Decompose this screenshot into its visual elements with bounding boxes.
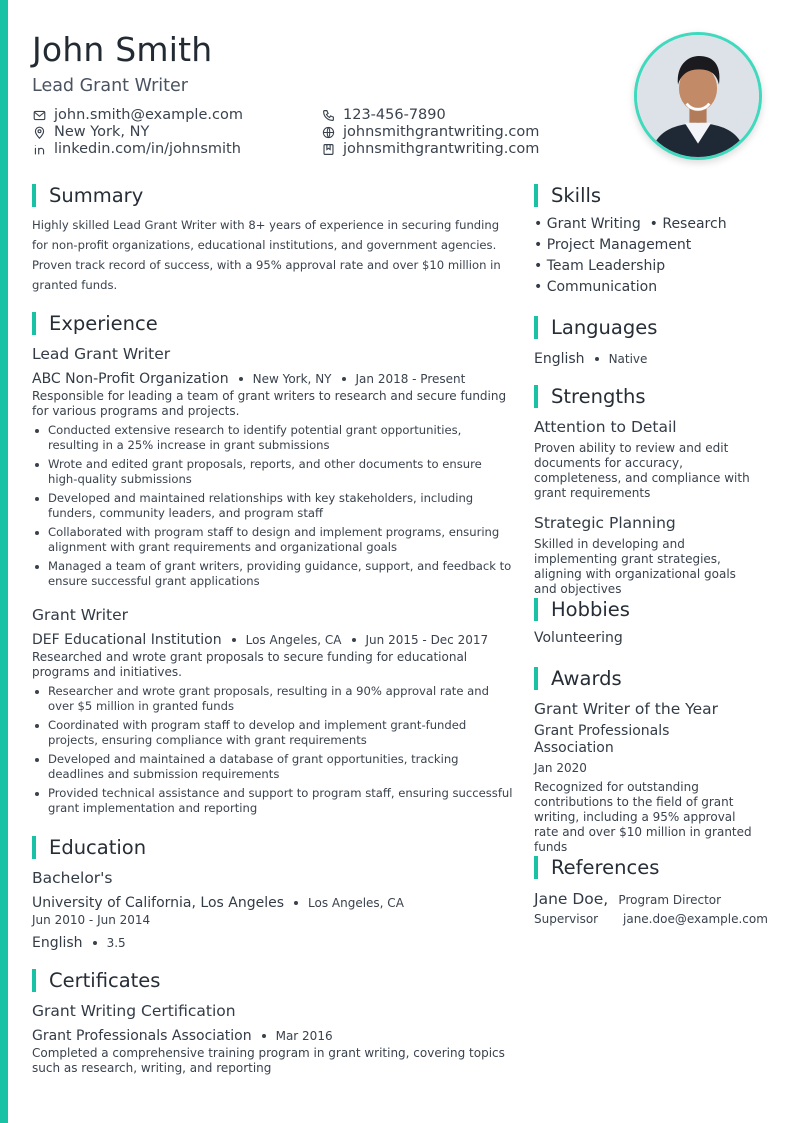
skill-bullet: •: [534, 258, 547, 274]
list-item: Collaborated with program staff to design and implement programs, ensuring alignment with grant requirements and organizational goals: [32, 525, 514, 555]
section-title: Skills: [551, 184, 602, 207]
section-title: Experience: [49, 312, 158, 335]
section-certificates: [32, 969, 160, 992]
skill-row: [534, 258, 665, 274]
job-org: DEF Educational Institution: [32, 632, 222, 648]
job-dates: Jan 2018 - Present: [355, 372, 466, 386]
summary-line: for non-profit organizations, educational institutions, and government agencies.: [32, 238, 497, 252]
education-school: University of California, Los Angeles: [32, 895, 285, 911]
section-hobbies: [534, 598, 630, 621]
strength-desc: Proven ability to review and edit documents for accuracy, completeness, and compliance with grant requirements: [534, 441, 750, 500]
education-location: Los Angeles, CA: [308, 896, 404, 910]
globe-icon: [321, 126, 335, 140]
job-description: Researched and wrote grant proposals to secure funding for educational programs and initiatives.: [32, 650, 468, 679]
job-bullets: [32, 423, 514, 593]
education-dates: Jun 2010 - Jun 2014: [32, 913, 151, 927]
job-meta: [32, 629, 488, 648]
job-location: New York, NY: [252, 372, 332, 386]
section-summary: [32, 184, 143, 207]
skill-item: Team Leadership: [546, 258, 666, 274]
skill-bullet: •: [534, 279, 547, 295]
bookmark-icon: [321, 143, 335, 157]
skill-row: [534, 216, 727, 232]
strength-title: Strategic Planning: [534, 514, 676, 532]
section-title: Certificates: [49, 969, 161, 992]
section-marker: [534, 184, 538, 207]
education-field-row: [32, 932, 126, 951]
skill-bullet: •: [534, 237, 547, 253]
section-strengths: [534, 385, 646, 408]
language-row: [534, 348, 647, 367]
list-item: Conducted extensive research to identify potential grant opportunities, resulting in a 25% increase in grant submissions: [32, 423, 514, 453]
job-title: Lead Grant Writer: [32, 345, 171, 363]
contact-location: New York, NY: [32, 124, 243, 141]
reference-row: [534, 889, 721, 908]
profile-photo: [634, 32, 762, 160]
award-title: Grant Writer of the Year: [534, 700, 718, 718]
section-languages: [534, 316, 657, 339]
separator-dot: [262, 1034, 266, 1038]
separator-dot: [342, 377, 346, 381]
section-marker: [534, 667, 538, 690]
skill-item: Research: [662, 216, 727, 232]
contact-website[interactable]: johnsmithgrantwriting.com: [321, 124, 539, 141]
award-issuer: Grant Professionals Association: [534, 723, 670, 756]
list-item: Researcher and wrote grant proposals, resulting in a 90% approval rate and over $5 million in granted funds: [32, 684, 514, 714]
section-title: References: [551, 856, 660, 879]
list-item: Provided technical assistance and support to program staff, ensuring successful grant implementation and reporting: [32, 786, 514, 816]
section-title: Strengths: [551, 385, 646, 408]
section-marker: [534, 598, 538, 621]
skill-bullet: •: [649, 216, 663, 232]
education-field: English: [32, 935, 83, 951]
language-name: English: [534, 351, 585, 367]
section-marker: [534, 856, 538, 879]
education-gpa: 3.5: [106, 936, 126, 950]
skill-item: Communication: [546, 279, 658, 295]
contact-linkedin[interactable]: linkedin.com/in/johnsmith: [32, 141, 243, 158]
separator-dot: [93, 941, 97, 945]
envelope-icon: [32, 109, 46, 123]
job-bullets: [32, 684, 514, 820]
certificate-name: Grant Writing Certification: [32, 1002, 236, 1020]
job-title: Grant Writer: [32, 606, 129, 624]
skill-item: Grant Writing: [546, 216, 641, 232]
language-level: Native: [608, 352, 648, 366]
list-item: Developed and maintained a database of grant opportunities, tracking deadlines and submission requirements: [32, 752, 514, 782]
contact-email[interactable]: john.smith@example.com: [32, 107, 243, 124]
job-meta: [32, 368, 465, 387]
list-item: Managed a team of grant writers, providing guidance, support, and feedback to ensure successful grant applications: [32, 559, 514, 589]
certificate-date: Mar 2016: [275, 1029, 333, 1043]
separator-dot: [595, 357, 599, 361]
list-item: Developed and maintained relationships with key stakeholders, including funders, community leaders, and program staff: [32, 491, 514, 521]
job-description: Responsible for leading a team of grant writers to research and secure funding for various programs and projects.: [32, 389, 507, 418]
certificate-issuer: Grant Professionals Association: [32, 1028, 252, 1044]
award-desc: Recognized for outstanding contributions to the field of grant writing, including a 95% approval rate and over $10 million in granted funds: [534, 780, 752, 854]
hobby-item: Volunteering: [534, 630, 623, 646]
section-experience: [32, 312, 158, 335]
contact-right: [321, 107, 539, 158]
skill-item: Project Management: [546, 237, 692, 253]
separator-dot: [352, 638, 356, 642]
section-education: [32, 836, 146, 859]
certificate-meta: [32, 1025, 333, 1044]
section-title: Education: [49, 836, 147, 859]
reference-name: Jane Doe,: [534, 890, 609, 908]
job-dates: Jun 2015 - Dec 2017: [365, 633, 489, 647]
section-marker: [32, 184, 36, 207]
separator-dot: [239, 377, 243, 381]
separator-dot: [232, 638, 236, 642]
job-org: ABC Non-Profit Organization: [32, 371, 229, 387]
phone-icon: [321, 109, 335, 123]
separator-dot: [294, 901, 298, 905]
section-marker: [32, 836, 36, 859]
list-item: Coordinated with program staff to develop and implement grant-funded projects, ensuring compliance with grant requirements: [32, 718, 514, 748]
strength-title: Attention to Detail: [534, 418, 677, 436]
accent-bar: [0, 0, 8, 1123]
section-title: Languages: [551, 316, 658, 339]
candidate-name: John Smith: [32, 30, 213, 69]
section-skills: [534, 184, 601, 207]
summary-line: Proven track record of success, with a 95% approval rate and over $10 million in: [32, 258, 501, 272]
section-marker: [32, 969, 36, 992]
skill-bullet: •: [534, 216, 547, 232]
section-title: Hobbies: [551, 598, 630, 621]
contact-phone[interactable]: 123-456-7890: [321, 107, 539, 124]
candidate-title: Lead Grant Writer: [32, 76, 188, 96]
section-title: Awards: [551, 667, 622, 690]
section-marker: [32, 312, 36, 335]
reference-role: Program Director: [618, 893, 722, 907]
summary-line: granted funds.: [32, 278, 118, 292]
contact-portfolio[interactable]: johnsmithgrantwriting.com: [321, 141, 539, 158]
education-degree: Bachelor's: [32, 869, 113, 887]
section-marker: [534, 316, 538, 339]
job-location: Los Angeles, CA: [245, 633, 342, 647]
reference-email[interactable]: jane.doe@example.com: [623, 912, 768, 926]
award-date: Jan 2020: [534, 761, 587, 775]
section-awards: [534, 667, 622, 690]
contact-left: [32, 107, 243, 158]
section-marker: [534, 385, 538, 408]
education-meta: [32, 892, 404, 911]
map-pin-icon: [32, 126, 46, 140]
skill-row: [534, 279, 657, 295]
linkedin-icon: [32, 143, 46, 157]
section-title: Summary: [49, 184, 144, 207]
skill-row: [534, 237, 691, 253]
reference-relation: Supervisor: [534, 912, 599, 926]
strength-desc: Skilled in developing and implementing grant strategies, aligning with organizational goals and objectives: [534, 537, 736, 596]
list-item: Wrote and edited grant proposals, reports, and other documents to ensure high-quality submissions: [32, 457, 514, 487]
summary-line: Highly skilled Lead Grant Writer with 8+ years of experience in securing funding: [32, 218, 500, 232]
certificate-desc: Completed a comprehensive training program in grant writing, covering topics such as research, writing, and reporting: [32, 1046, 505, 1075]
summary-text: [32, 215, 512, 295]
section-references: [534, 856, 659, 879]
